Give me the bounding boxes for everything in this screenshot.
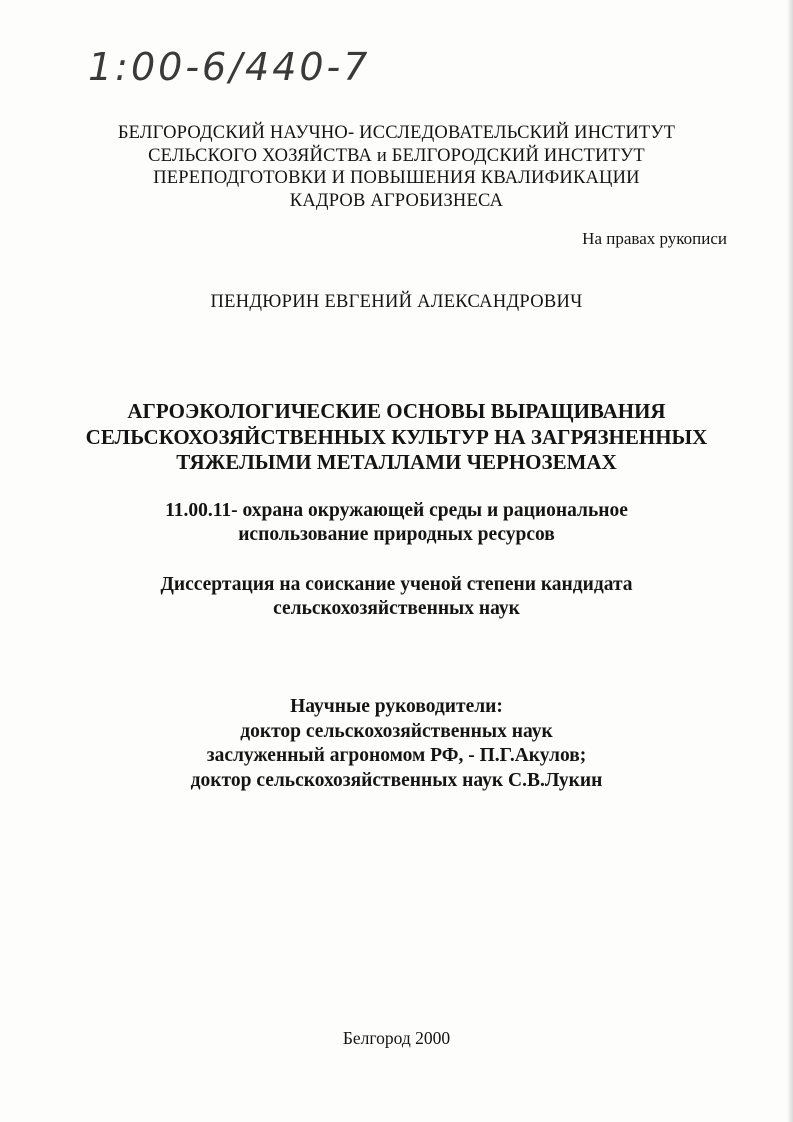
specialty-line: 11.00.11- охрана окружающей среды и рациональное — [165, 500, 628, 521]
handwritten-shelf-mark — [86, 40, 416, 92]
scientific-advisors — [0, 695, 793, 793]
title-line: СЕЛЬСКОХОЗЯЙСТВЕННЫХ КУЛЬТУР НА ЗАГРЯЗНЕННЫХ — [85, 424, 708, 449]
institute-header — [0, 122, 793, 212]
title-line: АГРОЭКОЛОГИЧЕСКИЕ ОСНОВЫ ВЫРАЩИВАНИЯ — [127, 399, 666, 423]
dissertation-title — [0, 399, 793, 476]
degree-line: Диссертация на соискание ученой степени кандидата — [160, 574, 633, 595]
title-line: ТЯЖЕЛЫМИ МЕТАЛЛАМИ ЧЕРНОЗЕМАХ — [176, 450, 617, 474]
city-year: Белгород 2000 — [342, 1028, 451, 1048]
institute-line: СЕЛЬСКОГО ХОЗЯЙСТВА и БЕЛГОРОДСКИЙ ИНСТИТУТ — [148, 145, 645, 166]
specialty-line: использование природных ресурсов — [238, 523, 555, 545]
institute-line: КАДРОВ АГРОБИЗНЕСА — [289, 190, 504, 211]
advisors-line: доктор сельскохозяйственных наук — [240, 720, 553, 742]
degree-statement — [0, 573, 793, 620]
advisors-line: Научные руководители: — [290, 696, 503, 717]
advisors-line: заслуженный агрономом РФ, - П.Г.Акулов; — [206, 745, 587, 766]
institute-line: ПЕРЕПОДГОТОВКИ И ПОВЫШЕНИЯ КВАЛИФИКАЦИИ — [153, 168, 640, 188]
institute-line: БЕЛГОРОДСКИЙ НАУЧНО- ИССЛЕДОВАТЕЛЬСКИЙ ИНСТИТУТ — [117, 123, 676, 143]
handwritten-shelf-mark-text: 1:00-6/440-7 — [88, 45, 371, 89]
advisors-line: доктор сельскохозяйственных наук С.В.Лукин — [190, 769, 603, 791]
rights-note: На правах рукописи — [582, 229, 727, 248]
author-name: ПЕНДЮРИН ЕВГЕНИЙ АЛЕКСАНДРОВИЧ — [210, 292, 583, 312]
degree-line: сельскохозяйственных наук — [273, 597, 520, 619]
specialty-code — [0, 499, 793, 546]
